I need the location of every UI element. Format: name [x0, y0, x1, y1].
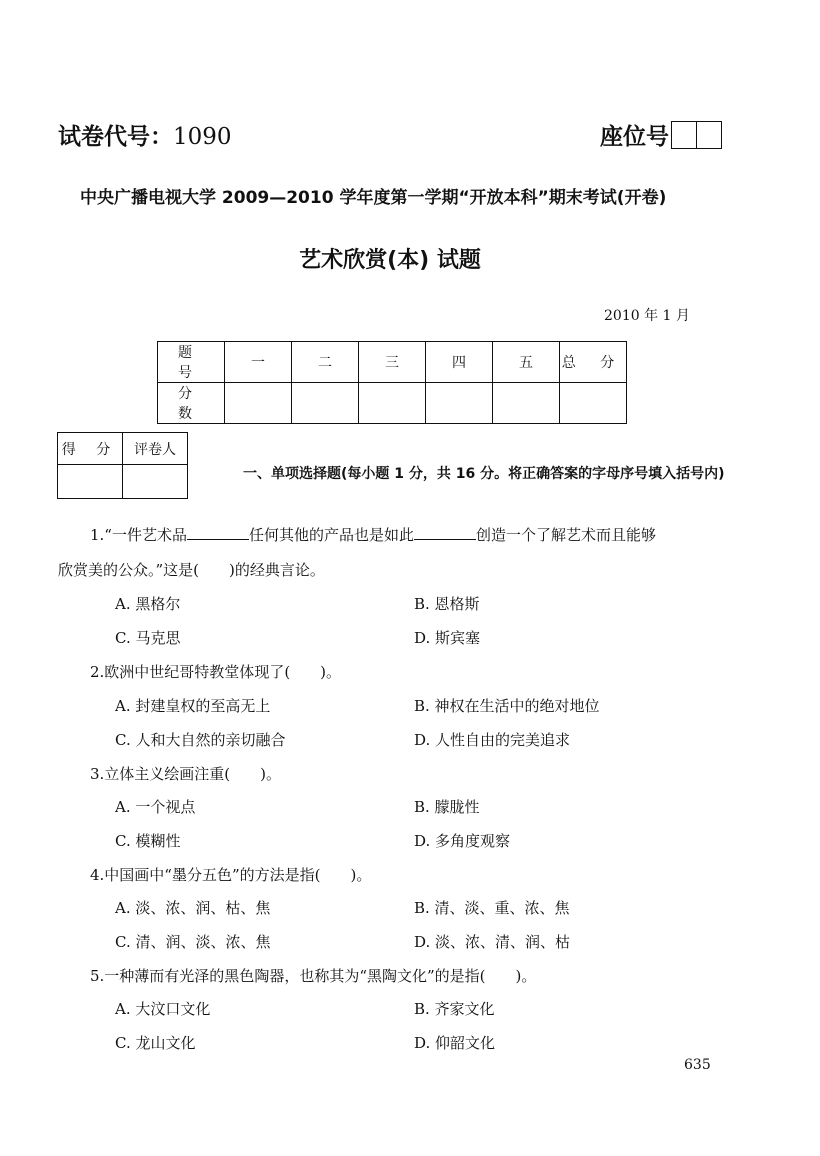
- question-4-option-c: C. 清、润、淡、浓、焦: [115, 933, 271, 951]
- grader-score-label: 得 分: [58, 433, 123, 465]
- subject-title: 艺术欣赏(本) 试题: [299, 248, 481, 273]
- question-2-option-b: B. 神权在生活中的绝对地位: [414, 697, 600, 715]
- paper-code-label: 试卷代号：: [58, 124, 173, 150]
- score-table: [157, 341, 627, 424]
- paper-code-value: 1090: [173, 124, 232, 150]
- question-1-option-a: A. 黑格尔: [115, 595, 181, 613]
- score-cell[interactable]: [426, 383, 493, 424]
- score-cell[interactable]: [359, 383, 426, 424]
- question-1-stem-part-a: 1.“一件艺术品: [90, 526, 187, 544]
- question-1-stem-line2: 欣赏美的公众。”这是( )的经典言论。: [58, 561, 325, 579]
- question-4-option-a: A. 淡、浓、润、枯、焦: [115, 899, 271, 917]
- question-2-stem: 2.欧洲中世纪哥特教堂体现了( )。: [90, 663, 342, 681]
- grader-name-label: 评卷人: [123, 433, 188, 465]
- paper-code: [58, 118, 232, 151]
- score-table-col-total: 总 分: [560, 342, 627, 383]
- question-5-stem: 5.一种薄而有光泽的黑色陶器，也称其为“黑陶文化”的是指( )。: [90, 967, 537, 985]
- question-2-option-d: D. 人性自由的完美追求: [414, 731, 571, 749]
- score-table-col-1: 一: [225, 342, 292, 383]
- score-cell[interactable]: [560, 383, 627, 424]
- question-1-option-c: C. 马克思: [115, 629, 181, 647]
- score-table-col-4: 四: [426, 342, 493, 383]
- question-1-option-d: D. 斯宾塞: [414, 629, 481, 647]
- score-table-col-2: 二: [292, 342, 359, 383]
- question-5-option-a: A. 大汶口文化: [115, 1000, 211, 1018]
- question-3-stem: 3.立体主义绘画注重( )。: [90, 765, 282, 783]
- grader-table: [57, 432, 188, 499]
- question-1-stem-part-c: 创造一个了解艺术而且能够: [476, 526, 657, 544]
- question-4-option-d: D. 淡、浓、清、润、枯: [414, 933, 571, 951]
- question-1-stem-part-b: 任何其他的产品也是如此: [248, 526, 414, 544]
- score-cell[interactable]: [493, 383, 560, 424]
- score-cell[interactable]: [225, 383, 292, 424]
- grader-score-cell[interactable]: [58, 465, 123, 499]
- question-3-option-a: A. 一个视点: [115, 798, 196, 816]
- question-4-option-b: B. 清、淡、重、浓、焦: [414, 899, 570, 917]
- seat-number-boxes[interactable]: [671, 121, 722, 149]
- question-4-stem: 4.中国画中“墨分五色”的方法是指( )。: [90, 866, 372, 884]
- score-table-header-label: 题 号: [158, 342, 225, 383]
- score-table-col-3: 三: [359, 342, 426, 383]
- page-number: 635: [684, 1057, 711, 1073]
- blank-2: [414, 524, 476, 540]
- question-2-option-c: C. 人和大自然的亲切融合: [115, 731, 286, 749]
- grader-name-cell[interactable]: [123, 465, 188, 499]
- question-5-option-b: B. 齐家文化: [414, 1000, 495, 1018]
- question-1-option-b: B. 恩格斯: [414, 595, 480, 613]
- exam-date: 2010 年 1 月: [604, 308, 690, 324]
- question-3-option-d: D. 多角度观察: [414, 832, 511, 850]
- score-table-col-5: 五: [493, 342, 560, 383]
- seat-number: [600, 118, 722, 151]
- score-table-header-row: [158, 342, 627, 383]
- question-5-option-c: C. 龙山文化: [115, 1034, 196, 1052]
- score-cell[interactable]: [292, 383, 359, 424]
- question-1-stem-line1: [90, 524, 656, 545]
- seat-label: 座位号: [600, 124, 669, 150]
- exam-title: 中央广播电视大学 2009—2010 学年度第一学期“开放本科”期末考试(开卷): [80, 188, 667, 208]
- blank-1: [187, 524, 249, 540]
- question-3-option-b: B. 朦胧性: [414, 798, 480, 816]
- section-heading: 一、单项选择题(每小题 1 分，共 16 分。将正确答案的字母序号填入括号内): [243, 466, 725, 482]
- score-table-score-row: [158, 383, 627, 424]
- score-table-row-label: 分 数: [158, 383, 225, 424]
- question-2-option-a: A. 封建皇权的至高无上: [115, 697, 271, 715]
- question-3-option-c: C. 模糊性: [115, 832, 181, 850]
- question-5-option-d: D. 仰韶文化: [414, 1034, 496, 1052]
